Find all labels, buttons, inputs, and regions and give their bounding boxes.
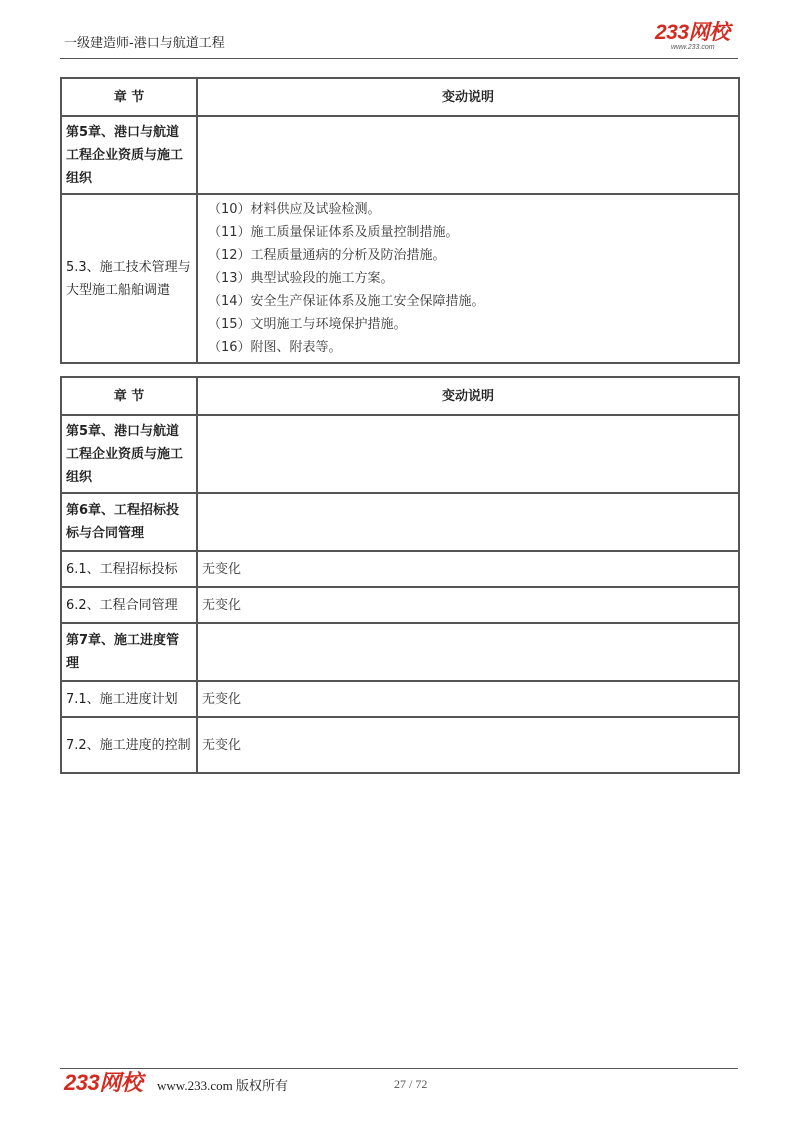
chapter-cell: 6.2、工程合同管理: [61, 587, 197, 623]
table-row: [61, 681, 739, 717]
document-title: 一级建造师-港口与航道工程: [64, 36, 225, 51]
table-header-row: [61, 78, 739, 116]
table-row: [61, 551, 739, 587]
chapter-cell: 7.1、施工进度计划: [61, 681, 197, 717]
chapter-cell: 7.2、施工进度的控制: [61, 717, 197, 773]
page-number: 27 / 72: [394, 1077, 428, 1091]
change-line: 无变化: [202, 737, 242, 753]
table-row: [61, 194, 739, 363]
changes-table-2: [60, 376, 740, 774]
column-header-chapter: 章 节: [61, 78, 197, 116]
table-row: [61, 493, 739, 551]
table-row: [61, 623, 739, 681]
logo-url: www.233.com: [671, 44, 715, 51]
table-body: [61, 415, 739, 773]
column-header-changes: 变动说明: [197, 78, 739, 116]
footer-divider: [60, 1068, 738, 1069]
footer-logo-text: 233网校: [64, 1070, 143, 1095]
chapter-cell: 第6章、工程招标投标与合同管理: [61, 493, 197, 551]
change-line: （10）材料供应及试验检测。: [208, 202, 381, 217]
change-description-cell: [197, 116, 739, 194]
table-row: [61, 587, 739, 623]
table-body: [61, 116, 739, 363]
change-line: 无变化: [202, 561, 242, 577]
change-line: 无变化: [202, 691, 242, 707]
change-description-cell: [197, 587, 739, 623]
chapter-cell: 第7章、施工进度管理: [61, 623, 197, 681]
footer-logo: [64, 1072, 142, 1094]
chapter-cell: 第5章、港口与航道工程企业资质与施工组织: [61, 116, 197, 194]
change-line: （13）典型试验段的施工方案。: [208, 271, 394, 286]
chapter-cell: 5.3、施工技术管理与大型施工船舶调遣: [61, 194, 197, 363]
change-line: （11）施工质量保证体系及质量控制措施。: [208, 225, 459, 240]
change-line: （12）工程质量通病的分析及防治措施。: [208, 248, 446, 263]
header-divider: [60, 58, 738, 59]
logo-text: 233网校: [655, 21, 730, 44]
table-header-row: [61, 377, 739, 415]
change-line: （14）安全生产保证体系及施工安全保障措施。: [208, 294, 485, 309]
change-description-cell: [197, 623, 739, 681]
table-row: [61, 415, 739, 493]
change-description-cell: [197, 681, 739, 717]
column-header-changes: 变动说明: [197, 377, 739, 415]
chapter-cell: 6.1、工程招标投标: [61, 551, 197, 587]
change-description-cell: [197, 717, 739, 773]
change-description-cell: [197, 194, 739, 363]
table-row: [61, 116, 739, 194]
change-line: （15）文明施工与环境保护措施。: [208, 317, 407, 332]
footer-copyright: www.233.com 版权所有: [157, 1078, 288, 1093]
change-line: （16）附图、附表等。: [208, 340, 342, 355]
change-description-cell: [197, 415, 739, 493]
column-header-chapter: 章 节: [61, 377, 197, 415]
change-description-cell: [197, 493, 739, 551]
changes-table-1: [60, 77, 740, 364]
brand-logo: [655, 22, 730, 51]
chapter-cell: 第5章、港口与航道工程企业资质与施工组织: [61, 415, 197, 493]
change-description-cell: [197, 551, 739, 587]
change-line: 无变化: [202, 597, 242, 613]
table-row: [61, 717, 739, 773]
